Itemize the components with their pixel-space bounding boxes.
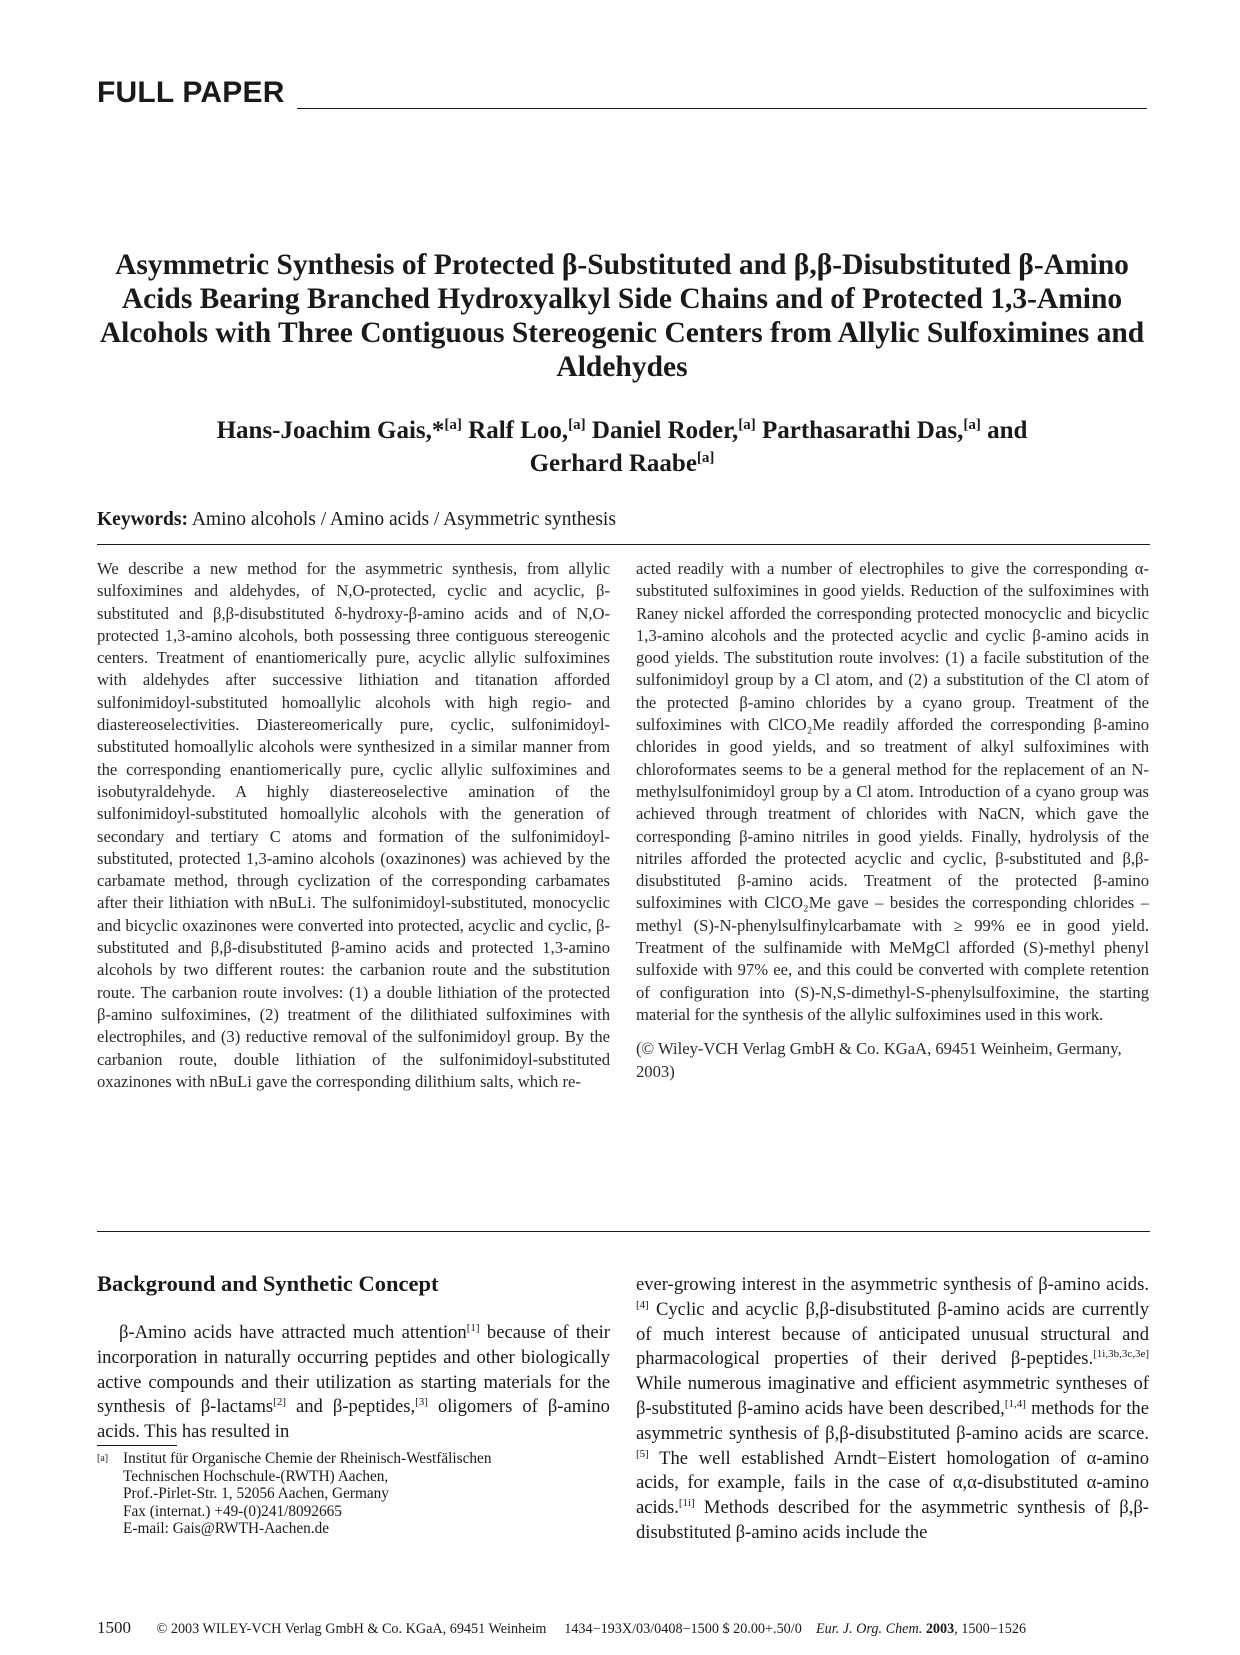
journal-year: 2003 bbox=[925, 1621, 955, 1637]
keywords bbox=[97, 509, 1147, 531]
abstract-column-right bbox=[636, 558, 1149, 1083]
header-rule bbox=[297, 108, 1147, 109]
citation: [1] bbox=[466, 1322, 480, 1334]
publisher-line: © 2003 WILEY-VCH Verlag GmbH & Co. KGaA, 69451 Weinheim bbox=[156, 1621, 547, 1637]
footnote-line: Fax (internat.) +49-(0)241/8092665 bbox=[123, 1502, 342, 1520]
section-label: FULL PAPER bbox=[97, 76, 291, 110]
citation: [4] bbox=[636, 1298, 649, 1311]
footnote-rule bbox=[97, 1445, 177, 1446]
citation: [2] bbox=[273, 1396, 286, 1409]
footnote-mark: [a] bbox=[97, 1453, 109, 1464]
citation: [5] bbox=[636, 1447, 649, 1460]
page-footer bbox=[97, 1618, 1147, 1638]
affiliation-footnote bbox=[97, 1450, 617, 1538]
citation: [3] bbox=[415, 1396, 428, 1409]
footnote-email: E-mail: Gais@RWTH-Aachen.de bbox=[123, 1520, 330, 1538]
affiliation-mark: [a] bbox=[696, 450, 715, 466]
body-text: Cyclic and acyclic β,β-disubstituted β-amino acids are currently of much interest because of anticipated unusual structural and pharmacological properties of their derived β-peptides. bbox=[636, 1298, 1149, 1370]
keywords-rule bbox=[97, 544, 1150, 545]
author-list bbox=[97, 414, 1147, 480]
page-header bbox=[97, 76, 1147, 112]
abstract-column-left bbox=[97, 558, 610, 1093]
author-name: Hans-Joachim Gais,* bbox=[216, 417, 445, 444]
body-paragraph bbox=[636, 1273, 1149, 1546]
keywords-text: Amino alcohols / Amino acids / Asymmetric synthesis bbox=[191, 509, 616, 530]
body-text: because of their incorporation in naturally occurring peptides and other biologically active compounds and their utilization as starting materials for the synthesis of β-lactams bbox=[97, 1322, 610, 1418]
keywords-label: Keywords: bbox=[97, 509, 188, 530]
abstract-rule bbox=[97, 1231, 1150, 1232]
footnote-line: Prof.-Pirlet-Str. 1, 52056 Aachen, Germany bbox=[123, 1485, 389, 1503]
body-text: ever-growing interest in the asymmetric synthesis of β-amino acids. bbox=[636, 1274, 1149, 1295]
affiliation-mark: [a] bbox=[444, 417, 462, 433]
abstract-text-right: acted readily with a number of electrophiles to give the corresponding α-substituted sulfoximines in good yields. Reduction of the sulfoximines with Raney nickel afforded the corresponding protected monocyclic and bicyclic 1,3-amino alcohols and the protected acyclic and cyclic β-amino acids in good yields. The substitution route involves: (1) a facile substitution of the sulfonimidoyl group by a Cl atom, and (2) a substitution of the Cl atom of the protected β-amino chlorides by a cyano group. Treatment of the sulfoximines with ClCO₂Me readily afforded the corresponding β-amino chlorides in good yields, and so treatment of alkyl sulfoximines with chloroformates seems to be a general method for the replacement of an N-methylsulfonimidoyl group by a Cl atom. Introduction of a cyano group was achieved through treatment of chlorides with NaCN, which gave the corresponding β-amino nitriles in good yields. Finally, hydrolysis of the nitriles afforded the protected acyclic and cyclic, β-substituted and β,β-disubstituted β-amino acids. Treatment of the protected β-amino sulfoximines with ClCO₂Me gave – besides the corresponding chlorides – methyl (S)-N-phenylsulfinylcarbamate with ≥ 99% ee in good yield. Treatment of the sulfinamide with MeMgCl afforded (S)-methyl phenyl sulfoxide with 97% ee, and this could be converted with complete retention of configuration into (S)-N,S-dimethyl-S-phenylsulfoximine, the starting material for the synthesis of the allylic sulfoximines used in this work. bbox=[636, 559, 1149, 1024]
body-paragraph bbox=[97, 1321, 610, 1445]
copyright-notice: (© Wiley-VCH Verlag GmbH & Co. KGaA, 69451 Weinheim, Germany, 2003) bbox=[636, 1039, 1122, 1081]
article-title: Asymmetric Synthesis of Protected β-Substituted and β,β-Disubstituted β-Amino Acids Bearing Branched Hydroxyalkyl Side Chains and of Protected 1,3-Amino Alcohols with Three Contiguous Stereogenic Centers from Allylic Sulfoximines and Aldehydes bbox=[99, 249, 1145, 383]
body-text: Methods described for the asymmetric synthesis of β,β-disubstituted β-amino acids include the bbox=[636, 1497, 1149, 1543]
author-name: Parthasarathi Das, bbox=[761, 417, 964, 444]
section-heading: Background and Synthetic Concept bbox=[97, 1271, 439, 1296]
body-text: and β-peptides, bbox=[285, 1396, 416, 1418]
affiliation-mark: [a] bbox=[568, 417, 586, 433]
page-number: 1500 bbox=[97, 1618, 131, 1637]
body-text: methods for the asymmetric synthesis of β,β-disubstituted β-amino acids are scarce. bbox=[636, 1397, 1149, 1444]
citation: [1,4] bbox=[1004, 1397, 1026, 1410]
citation: [1i] bbox=[678, 1497, 695, 1510]
body-text: oligomers of β-amino acids. This has resulted in bbox=[97, 1396, 610, 1443]
issn-line: 1434−193X/03/0408−1500 $ 20.00+.50/0 bbox=[564, 1621, 802, 1637]
author-name: Ralf Loo, bbox=[468, 417, 569, 444]
body-text: While numerous imaginative and efficient asymmetric syntheses of β-substituted β-amino acids have been described, bbox=[636, 1373, 1149, 1419]
author-name: Gerhard Raabe bbox=[529, 450, 697, 477]
footnote-line: Technischen Hochschule-(RWTH) Aachen, bbox=[123, 1467, 389, 1485]
author-conjunction: and bbox=[987, 417, 1028, 444]
author-name: Daniel Roder, bbox=[591, 417, 739, 444]
body-column-left bbox=[97, 1321, 610, 1445]
journal-name: Eur. J. Org. Chem. bbox=[815, 1621, 923, 1637]
abstract-text-left: We describe a new method for the asymmetric synthesis, from allylic sulfoximines and aldehydes, of N,O-protected, cyclic and acyclic, β-substituted and β,β-disubstituted δ-hydroxy-β-amino acids and of N,O-protected 1,3-amino alcohols, both possessing three contiguous stereogenic centers. Treatment of enantiomerically pure, acyclic allylic sulfoximines with aldehydes after successive lithiation and titanation afforded sulfonimidoyl-substituted homoallylic alcohols with high regio- and diastereoselectivities. Diastereomerically pure, cyclic, sulfonimidoyl-substituted homoallylic alcohols were synthesized in a similar manner from the corresponding enantiomerically pure, cyclic allylic sulfoximines and isobutyraldehyde. A highly diastereoselective amination of the sulfonimidoyl-substituted homoallylic alcohols with the generation of secondary and tertiary C atoms and formation of the sulfonimidoyl-substituted, protected 1,3-amino alcohols (oxazinones) was achieved by the carbamate method, through cyclization of the corresponding carbamates after their lithiation with nBuLi. The sulfonimidoyl-substituted, monocyclic and bicyclic oxazinones were converted into protected, acyclic and cyclic, β-substituted and β,β-disubstituted β-amino acids and protected 1,3-amino alcohols by two different routes: the carbanion route and the substitution route. The carbanion route involves: (1) a double lithiation of the protected β-amino sulfoximines, (2) treatment of the dilithiated sulfoximines with electrophiles, and (3) reductive removal of the sulfonimidoyl group. By the carbanion route, double lithiation of the sulfonimidoyl-substituted oxazinones with nBuLi gave the corresponding dilithium salts, which re- bbox=[97, 559, 610, 1091]
footnote-line: Institut für Organische Chemie der Rheinisch-Westfälischen bbox=[123, 1450, 492, 1467]
affiliation-mark: [a] bbox=[738, 417, 756, 433]
body-column-right bbox=[636, 1273, 1149, 1546]
affiliation-mark: [a] bbox=[963, 417, 981, 433]
citation: [1i,3b,3c,3e] bbox=[1093, 1348, 1149, 1361]
body-text: The well established Arndt−Eistert homologation of α-amino acids, for example, fails in the case of α,α-disubstituted α-amino acids. bbox=[636, 1447, 1149, 1519]
journal-pages: , 1500−1526 bbox=[954, 1621, 1027, 1637]
body-text: β-Amino acids have attracted much attention bbox=[119, 1322, 467, 1343]
